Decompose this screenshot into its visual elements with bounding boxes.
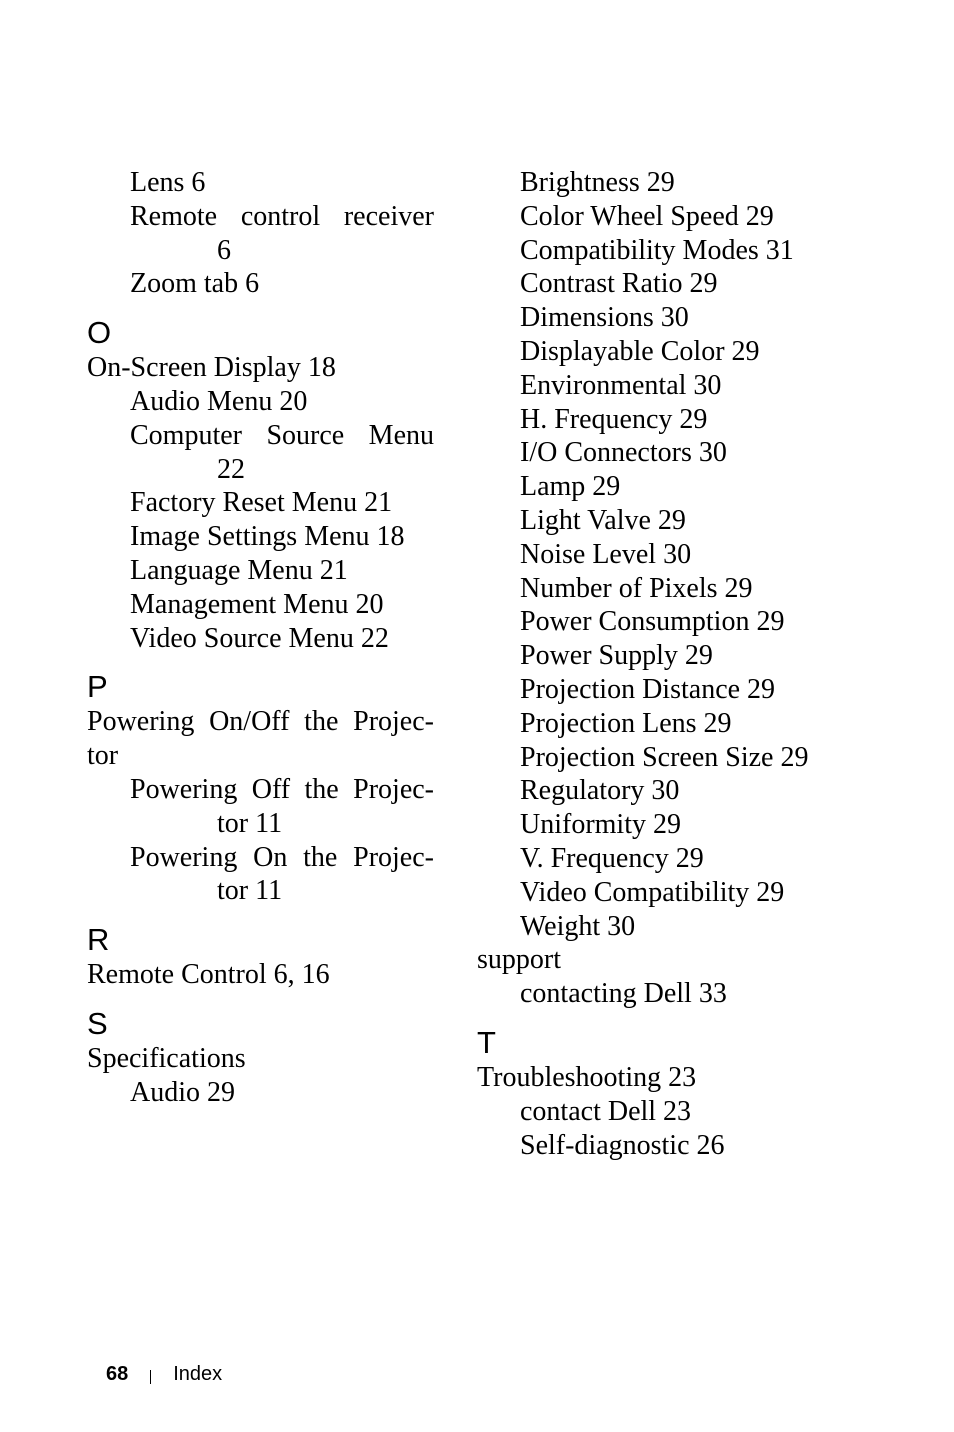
index-entry: Image Settings Menu 18: [130, 521, 405, 553]
index-entry: Environmental 30: [520, 369, 722, 401]
index-entry: Color Wheel Speed 29: [520, 200, 774, 232]
section-letter-r: R: [87, 922, 110, 958]
index-entry: Remote Control 6, 16: [87, 959, 330, 991]
index-entry: Number of Pixels 29: [520, 572, 753, 604]
index-entry-continuation: tor: [87, 740, 119, 772]
index-entry: Uniformity 29: [520, 809, 681, 841]
section-letter-s: S: [87, 1005, 108, 1041]
index-column-right: [477, 166, 947, 1162]
index-entry-continuation: tor 11: [217, 807, 283, 839]
index-column-left: [87, 166, 437, 1110]
section-letter-t: T: [477, 1024, 496, 1060]
index-entry: [87, 419, 437, 453]
index-entry: Audio 29: [130, 1076, 235, 1108]
index-entry: Troubleshooting 23: [477, 1061, 697, 1093]
entry-word: Powering: [130, 773, 238, 805]
index-entry: [87, 200, 437, 234]
justified-entry-line: [87, 705, 434, 739]
index-entry: Noise Level 30: [520, 538, 692, 570]
entry-word: receiver: [343, 200, 434, 232]
index-entry: [87, 773, 437, 807]
entry-word: the: [304, 773, 339, 805]
entry-word: Projec-: [353, 841, 434, 873]
entry-word: On: [253, 841, 288, 873]
index-entry: Factory Reset Menu 21: [130, 487, 393, 519]
entry-word: Source: [266, 419, 345, 451]
index-entry: contact Dell 23: [520, 1095, 692, 1127]
index-entry-continuation: 22: [217, 453, 245, 485]
index-entry: Projection Lens 29: [520, 707, 732, 739]
index-entry: Projection Screen Size 29: [520, 741, 809, 773]
justified-entry-line: [130, 773, 434, 807]
index-entry: Power Supply 29: [520, 640, 713, 672]
index-entry: On-Screen Display 18: [87, 352, 336, 384]
index-entry: Audio Menu 20: [130, 385, 308, 417]
index-entry: Compatibility Modes 31: [520, 234, 794, 266]
index-entry: Brightness 29: [520, 167, 675, 198]
entry-word: Menu: [368, 419, 434, 451]
footer-section-title: Index: [173, 1363, 223, 1385]
entry-word: On/Off: [209, 706, 290, 738]
index-entry-continuation: tor 11: [217, 875, 283, 907]
index-entry: Contrast Ratio 29: [520, 268, 718, 300]
index-entry: Lens 6: [130, 167, 206, 198]
index-entry-continuation: 6: [217, 234, 231, 266]
index-entry: Displayable Color 29: [520, 335, 760, 367]
index-entry: Projection Distance 29: [520, 673, 776, 705]
index-entry: [87, 705, 437, 739]
entry-word: Projec-: [353, 706, 434, 738]
index-entry: Dimensions 30: [520, 302, 689, 334]
justified-entry-line: [130, 200, 434, 234]
index-entry: V. Frequency 29: [520, 842, 704, 874]
index-entry: Zoom tab 6: [130, 268, 260, 300]
index-entry: Power Consumption 29: [520, 606, 785, 638]
index-entry: Language Menu 21: [130, 554, 348, 586]
entry-word: Powering: [87, 706, 195, 738]
index-entry: Management Menu 20: [130, 588, 384, 620]
index-entry: Lamp 29: [520, 471, 621, 503]
index-entry: Video Source Menu 22: [130, 622, 389, 654]
entry-word: the: [304, 706, 339, 738]
entry-word: Off: [251, 773, 291, 805]
index-entry: Light Valve 29: [520, 504, 686, 536]
footer-divider: [150, 1370, 151, 1384]
index-entry: Video Compatibility 29: [520, 876, 785, 908]
entry-word: Computer: [130, 419, 242, 451]
index-entry: contacting Dell 33: [520, 978, 727, 1010]
section-letter-p: P: [87, 669, 108, 705]
index-entry: Self-diagnostic 26: [520, 1129, 725, 1161]
index-entry: support: [477, 944, 561, 976]
justified-entry-line: [130, 841, 434, 875]
entry-word: the: [303, 841, 338, 873]
justified-entry-line: [130, 419, 434, 453]
entry-word: control: [240, 200, 321, 232]
entry-word: Powering: [130, 841, 238, 873]
index-entry: Regulatory 30: [520, 775, 680, 807]
index-entry: [87, 841, 437, 875]
page-number: 68: [106, 1363, 129, 1385]
section-letter-o: O: [87, 315, 112, 351]
index-entry: I/O Connectors 30: [520, 437, 727, 469]
entry-word: Remote: [130, 200, 218, 232]
page-footer: [106, 1360, 222, 1388]
index-entry: Specifications: [87, 1042, 246, 1074]
index-entry: H. Frequency 29: [520, 403, 708, 435]
index-entry: Weight 30: [520, 910, 636, 942]
entry-word: Projec-: [353, 773, 434, 805]
